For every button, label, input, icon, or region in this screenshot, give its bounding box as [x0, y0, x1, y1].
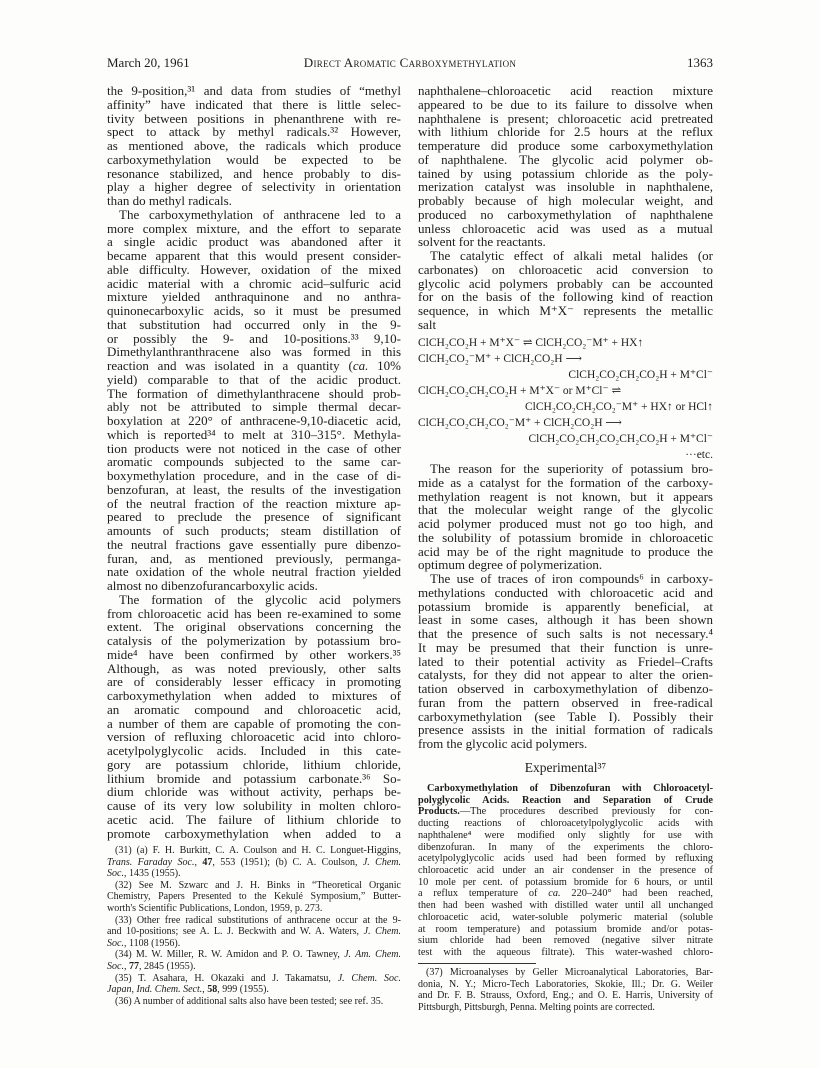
italic-text: Soc.	[107, 937, 124, 949]
experimental-line: ducting reactions of chloroacetylpolyglycolic acids with	[418, 818, 713, 830]
text-line: merization catalyst was insoluble in naphthalene,	[418, 179, 713, 195]
text-line: became apparent that this would present consider-	[107, 248, 401, 263]
text-segment: , 1108 (1956).	[123, 937, 181, 949]
footnote-line	[107, 973, 401, 985]
text-line: extent. The original observations concerning the	[107, 619, 401, 635]
text-line: The carboxymethylation of anthracene led to a	[119, 206, 401, 222]
text-segment: ,	[202, 984, 208, 996]
text-segment: 10%	[368, 358, 401, 373]
experimental-line: chloroacetic acid, water-soluble polymeric material (soluble	[418, 911, 713, 923]
equation-line: ClCH₂CO₂⁻M⁺ + ClCH₂CO₂H ⟶	[418, 353, 582, 365]
left-column-body	[107, 84, 401, 840]
text-line: a single acidic product was abandoned after it	[107, 234, 401, 250]
text-line: carboxymethylation (see Table I). Possibly their	[418, 708, 713, 724]
text-segment: ,	[194, 856, 203, 868]
text-line: an aromatic compound and chloroacetic acid,	[107, 701, 401, 717]
text-line: acetic acid. The failure of lithium chloride to	[107, 811, 401, 827]
text-line: naphthalene–chloroacetic acid reaction mixture	[418, 83, 713, 98]
text-line: gory are potassium chloride, lithium chloride,	[107, 756, 401, 772]
italic-text: J. Am. Chem.	[344, 949, 401, 961]
equation-continuation: ClCH₂CO₂CH₂CO₂H + M⁺Cl⁻	[568, 369, 713, 381]
text-line: methylations conducted with chloroacetic acid and	[418, 584, 713, 600]
footnote-line: (32) See M. Szwarc and J. H. Binks in “Theoretical Organic	[115, 879, 401, 891]
footnote	[107, 949, 401, 972]
bold-text: 47	[202, 856, 213, 868]
experimental-line: naphthalene⁴ were modified only slightly for use with	[418, 829, 713, 841]
footnote	[107, 845, 401, 880]
text-line: than do methyl radicals.	[107, 193, 232, 208]
footnote-rule	[418, 963, 536, 964]
experimental-line: dibenzofuran. In many of the experiments the chloro-	[418, 841, 713, 853]
footnote	[107, 915, 401, 950]
text-line: boxymethylation procedure, and in the case of di-	[107, 468, 401, 483]
text-line: or possibly the 9- and 10-positions.³³ 9,10-	[107, 330, 401, 346]
text-line: The formation of the glycolic acid polymers	[119, 591, 401, 607]
text-line: acetylpolyglycolic acids. Included in this cate-	[107, 743, 401, 758]
text-line: for on the basis of the following kind of reaction	[418, 289, 713, 305]
text-line: from the glycolic acid polymers.	[418, 736, 588, 751]
text-line: salt	[418, 316, 437, 332]
text-segment: , 1435 (1955).	[123, 868, 181, 880]
text-line: produced no carboxymethylation of naphthalene	[418, 206, 713, 222]
text-line: as mentioned above, the radicals which produce	[107, 138, 401, 153]
italic-text: Japan, Ind. Chem. Sect.	[107, 984, 203, 996]
paragraph	[107, 208, 401, 593]
text-line: tation observed in carboxymethylation of dibenzo-	[418, 681, 713, 696]
text-line: The use of traces of iron compounds⁶ in carboxy-	[430, 571, 713, 586]
bold-text: Products.	[418, 806, 460, 818]
text-segment: reaction and was isolated in a quantity (	[107, 358, 353, 373]
text-line: from chloroacetic acid has been re-examined to some	[107, 605, 401, 621]
footnote	[107, 973, 401, 996]
paragraph	[418, 249, 713, 332]
text-line: more complex mixture, and the effort to separate	[107, 220, 401, 236]
paragraph	[418, 783, 713, 959]
text-line: optimum degree of polymerization.	[418, 557, 603, 573]
text-line: boxylation at 220° of anthracene-9,10-diacetic acid,	[107, 413, 401, 428]
equation-continuation: ClCH₂CO₂CH₂CO₂CH₂CO₂H + M⁺Cl⁻	[528, 433, 713, 445]
text-line: probably because of high molecular weight, and	[418, 193, 713, 208]
experimental-line: at room temperature) and potassium bromide and/or potas-	[418, 923, 713, 935]
text-line: that substitution had occurred only in the 9-	[107, 316, 401, 332]
italic-text: Soc.	[107, 960, 124, 972]
equation-continuation: ClCH₂CO₂CH₂CO₂⁻M⁺ + HX↑ or HCl↑	[524, 401, 713, 413]
right-column-body-bottom	[418, 462, 713, 751]
text-line: methylation reagent is not known, but it appears	[418, 488, 713, 504]
running-header	[107, 55, 713, 71]
text-line: with lithium chloride for 2.5 hours at the reflux	[418, 124, 713, 140]
italic-text: ca.	[548, 888, 561, 900]
text-line: resonance stabilized, and hence probably to dis-	[107, 165, 401, 181]
text-line: carboxymethylation would be expected to be	[107, 151, 401, 167]
text-line	[107, 359, 401, 373]
text-line: amounts of such products; steam distillation of	[107, 523, 401, 538]
text-line: almost no dibenzofurancarboxylic acids.	[107, 578, 318, 593]
footnote-line: and Dr. F. B. Strauss, Oxford, Eng.; and O. E. Harris, University of	[418, 990, 713, 1002]
italic-text: J. Chem. Soc.	[337, 972, 401, 984]
text-line: which is reported³⁴ to melt at 310–315°. Methyla-	[107, 426, 401, 442]
paragraph	[107, 593, 401, 841]
text-segment: —The procedures described previously for con-	[459, 806, 713, 818]
text-line: spect to attack by methyl radicals.³² However,	[107, 124, 401, 140]
experimental-line: 10 mole per cent. of potassium bromide for 6 hours, or until	[418, 876, 713, 888]
footnote	[418, 967, 713, 1013]
text-line: The reason for the superiority of potassium bro-	[430, 461, 713, 476]
text-line: nate oxidation of the whole neutral fraction yielded	[107, 564, 401, 580]
text-line: a number of them are capable of promoting the con-	[107, 715, 401, 731]
text-segment: and 10-positions; see A. L. J. Beckwith and W. A. Waters,	[107, 926, 364, 938]
footnote-line: donia, N. Y.; Micro-Tech Laboratories, Skokie, Ill.; Dr. G. Weiler	[418, 978, 713, 990]
text-line: appeared to be due to its failure to dissolve when	[418, 96, 713, 112]
text-line: of the neutral fraction of the reaction mixture ap-	[107, 495, 401, 511]
text-segment: , 2845 (1955).	[138, 960, 196, 972]
reaction-equations	[418, 335, 713, 463]
italic-text: Trans. Faraday Soc.	[107, 856, 195, 868]
paragraph	[418, 462, 713, 572]
footnote-line	[107, 857, 401, 869]
experimental-line: chloroacetic acid under an air condenser in the presence of	[418, 865, 713, 877]
text-line: able difficulty. However, oxidation of the mixed	[107, 261, 401, 277]
experimental-line: acetylpolyglycolic acids used had been formed by refluxing	[418, 853, 713, 865]
text-line: presence assists in the initial formation of radicals	[418, 722, 713, 738]
equation-line: ClCH₂CO₂CH₂CO₂⁻M⁺ + ClCH₂CO₂H ⟶	[418, 417, 622, 429]
header-title: Direct Aromatic Carboxymethylation	[303, 55, 517, 70]
experimental-line	[418, 783, 713, 795]
bold-text: Carboxymethylation of Dibenzofuran with Chloroacetyl-	[427, 783, 713, 794]
experimental-text	[418, 783, 713, 959]
text-line: cause of its very low solubility in molten chloro-	[107, 798, 401, 813]
text-segment: , 999 (1955).	[217, 984, 269, 996]
left-column-footnotes	[107, 845, 401, 1007]
text-line: Although, as was noted previously, other salts	[107, 660, 401, 676]
paragraph	[418, 84, 713, 249]
text-line: solvent for the reactants.	[418, 234, 546, 250]
italic-text: J. Chem.	[362, 856, 402, 868]
right-column-footnotes	[418, 967, 713, 1013]
text-line: version of refluxing chloroacetic acid into chloro-	[107, 729, 401, 745]
text-line: peared to preclude the presence of significant	[107, 509, 401, 525]
experimental-line: sium chloride had been removed (negative silver nitrate	[418, 935, 713, 947]
right-column-body-top	[418, 84, 713, 332]
paragraph	[418, 572, 713, 751]
text-line: promote carboxymethylation when added to a	[107, 825, 401, 841]
footnote-line: Pittsburgh, Pittsburgh, Penna. Melting points are corrected.	[418, 1001, 655, 1013]
text-line: It may be presumed that their function is unre-	[418, 639, 713, 655]
text-line: quinonecarboxylic acids, so it must be presumed	[107, 303, 401, 318]
footnote-line	[107, 926, 401, 938]
equation-line: ClCH₂CO₂CH₂CO₂H + M⁺X⁻ or M⁺Cl⁻ ⇌	[418, 385, 622, 397]
text-segment: ,	[123, 960, 129, 972]
text-line: unless chloroacetic acid was used as a mutual	[418, 220, 713, 236]
text-line: aromatic compounds subjected to the same car-	[107, 454, 401, 470]
text-line: mide⁴ have been confirmed by other workers.³⁵	[107, 646, 401, 662]
footnote-line: worth's Scientific Publications, London, 1959, p. 273.	[107, 902, 323, 914]
footnote-line: (37) Microanalyses by Geller Microanalytical Laboratories, Bar-	[426, 967, 713, 978]
text-line: mixture yielded anthraquinone and no anthra-	[107, 289, 401, 305]
text-line: glycolic acid polymers probably can be accounted	[418, 275, 713, 291]
text-line: acidic material with a chromic acid–sulfuric acid	[107, 275, 401, 291]
text-segment: (35) T. Asahara, H. Okazaki and J. Takamatsu,	[115, 972, 338, 984]
text-line: of naphthalene. The glycolic acid polymer ob-	[418, 151, 713, 167]
experimental-line	[418, 888, 713, 900]
text-line: affinity” have indicated that there is little selec-	[107, 96, 401, 112]
text-line: tained by using potassium chloride as the poly-	[418, 165, 713, 181]
footnote-line: (36) A number of additional salts also have been tested; see ref. 35.	[115, 995, 384, 1007]
text-line: benzofuran, at least, the results of the investigation	[107, 481, 401, 497]
footnote-line	[107, 868, 401, 880]
equation-line: ClCH₂CO₂H + M⁺X⁻ ⇌ ClCH₂CO₂⁻M⁺ + HX↑	[418, 337, 644, 349]
italic-text: J. Chem.	[363, 926, 401, 938]
header-date: March 20, 1961	[107, 55, 190, 70]
text-line: play a higher degree of selectivity in orientation	[107, 179, 401, 195]
text-line: the 9-position,³¹ and data from studies of “methyl	[107, 83, 401, 98]
italic-text: Soc.	[107, 868, 124, 880]
text-line: tion products were not noticed in the case of other	[107, 440, 401, 456]
page-number: 1363	[687, 55, 713, 70]
text-line: temperature did produce some carboxymethylation	[418, 138, 713, 153]
footnote-line	[107, 961, 401, 973]
text-line: dium chloride was without activity, perhaps be-	[107, 784, 401, 800]
text-line: yield) comparable to that of the acidic product.	[107, 371, 401, 387]
text-line: that the presence of such salts is not necessary.⁴	[418, 626, 713, 641]
text-line: furan from the pattern observed in free-radical	[418, 694, 713, 710]
text-line: the solubility of potassium bromide in chloroacetic	[418, 529, 713, 545]
footnote-line: (33) Other free radical substitutions of anthracene occur at the 9-	[115, 914, 401, 926]
text-line: furan, and, as mentioned previously, permanga-	[107, 550, 401, 566]
text-line: catalysts, for they did not appear to alter the orien-	[418, 667, 713, 683]
experimental-line: then had been washed with distilled water until all unchanged	[418, 900, 713, 912]
text-line: catalysis of the polymerization by potassium bro-	[107, 633, 401, 648]
text-line: The formation of dimethylanthracene should prob-	[107, 385, 401, 401]
bold-text: 58	[207, 984, 218, 996]
text-line: lithium bromide and potassium carbonate.³⁶ So-	[107, 770, 401, 786]
equation-etc: ···etc.	[685, 449, 713, 461]
text-line: that the molecular weight range of the glycolic	[418, 502, 713, 518]
text-line: acid polymer produced must not go too high, and	[418, 516, 713, 531]
experimental-line	[418, 795, 713, 807]
text-line: sequence, in which M⁺X⁻ represents the metallic	[418, 303, 713, 318]
text-line: mide as a catalyst for the formation of the carboxy-	[418, 474, 713, 490]
text-line: ably not be attributed to simple thermal decar-	[107, 399, 401, 415]
text-segment: a reflux temperature of	[418, 888, 549, 900]
footnote-line	[107, 938, 401, 950]
bold-text: 77	[128, 960, 139, 972]
italic-text: ca.	[352, 358, 369, 373]
footnote-line	[107, 984, 401, 996]
text-segment: (34) M. W. Miller, R. W. Amidon and P. O. Tawney,	[115, 949, 345, 961]
footnote-line: Chemistry, Papers Presented to the Kekulé Symposium,” Butter-	[107, 891, 401, 903]
text-segment: 220–240° had been reached,	[560, 888, 713, 900]
text-line: the neutral fractions gave essentially pure dibenzo-	[107, 536, 401, 552]
text-line: acid may be of the right magnitude to produce the	[418, 543, 713, 559]
footnote-line	[107, 949, 401, 961]
text-line: Dimethylanthranthracene also was formed in this	[107, 344, 401, 360]
text-segment: , 553 (1951); (b) C. A. Coulson,	[212, 856, 363, 868]
text-line: carbonates) on chloroacetic acid conversion to	[418, 261, 713, 277]
experimental-line: test with the aqueous filtrate). This water-washed chloro-	[418, 947, 713, 959]
text-line: least in some cases, although it has been shown	[418, 612, 713, 628]
text-line: The catalytic effect of alkali metal halides (or	[430, 248, 713, 263]
text-line: lated to their potential activity as Friedel–Crafts	[418, 653, 713, 669]
experimental-line	[418, 806, 713, 818]
text-line: are of considerably lesser efficacy in promoting	[107, 674, 401, 690]
footnote	[107, 996, 401, 1008]
footnote-line: (31) (a) F. H. Burkitt, C. A. Coulson and H. C. Longuet-Higgins,	[115, 845, 401, 856]
paragraph	[107, 84, 401, 208]
text-line: carboxymethylation when added to mixtures of	[107, 688, 401, 703]
text-line: naphthalene is present; chloroacetic acid pretreated	[418, 110, 713, 126]
text-line: potassium bromide is apparently beneficial, at	[418, 598, 713, 614]
experimental-heading: Experimental³⁷	[524, 760, 607, 775]
footnote	[107, 880, 401, 915]
bold-text: polyglycolic Acids. Reaction and Separation of Crude	[418, 794, 713, 806]
text-line: tivity between positions in phenanthrene with re-	[107, 110, 401, 126]
